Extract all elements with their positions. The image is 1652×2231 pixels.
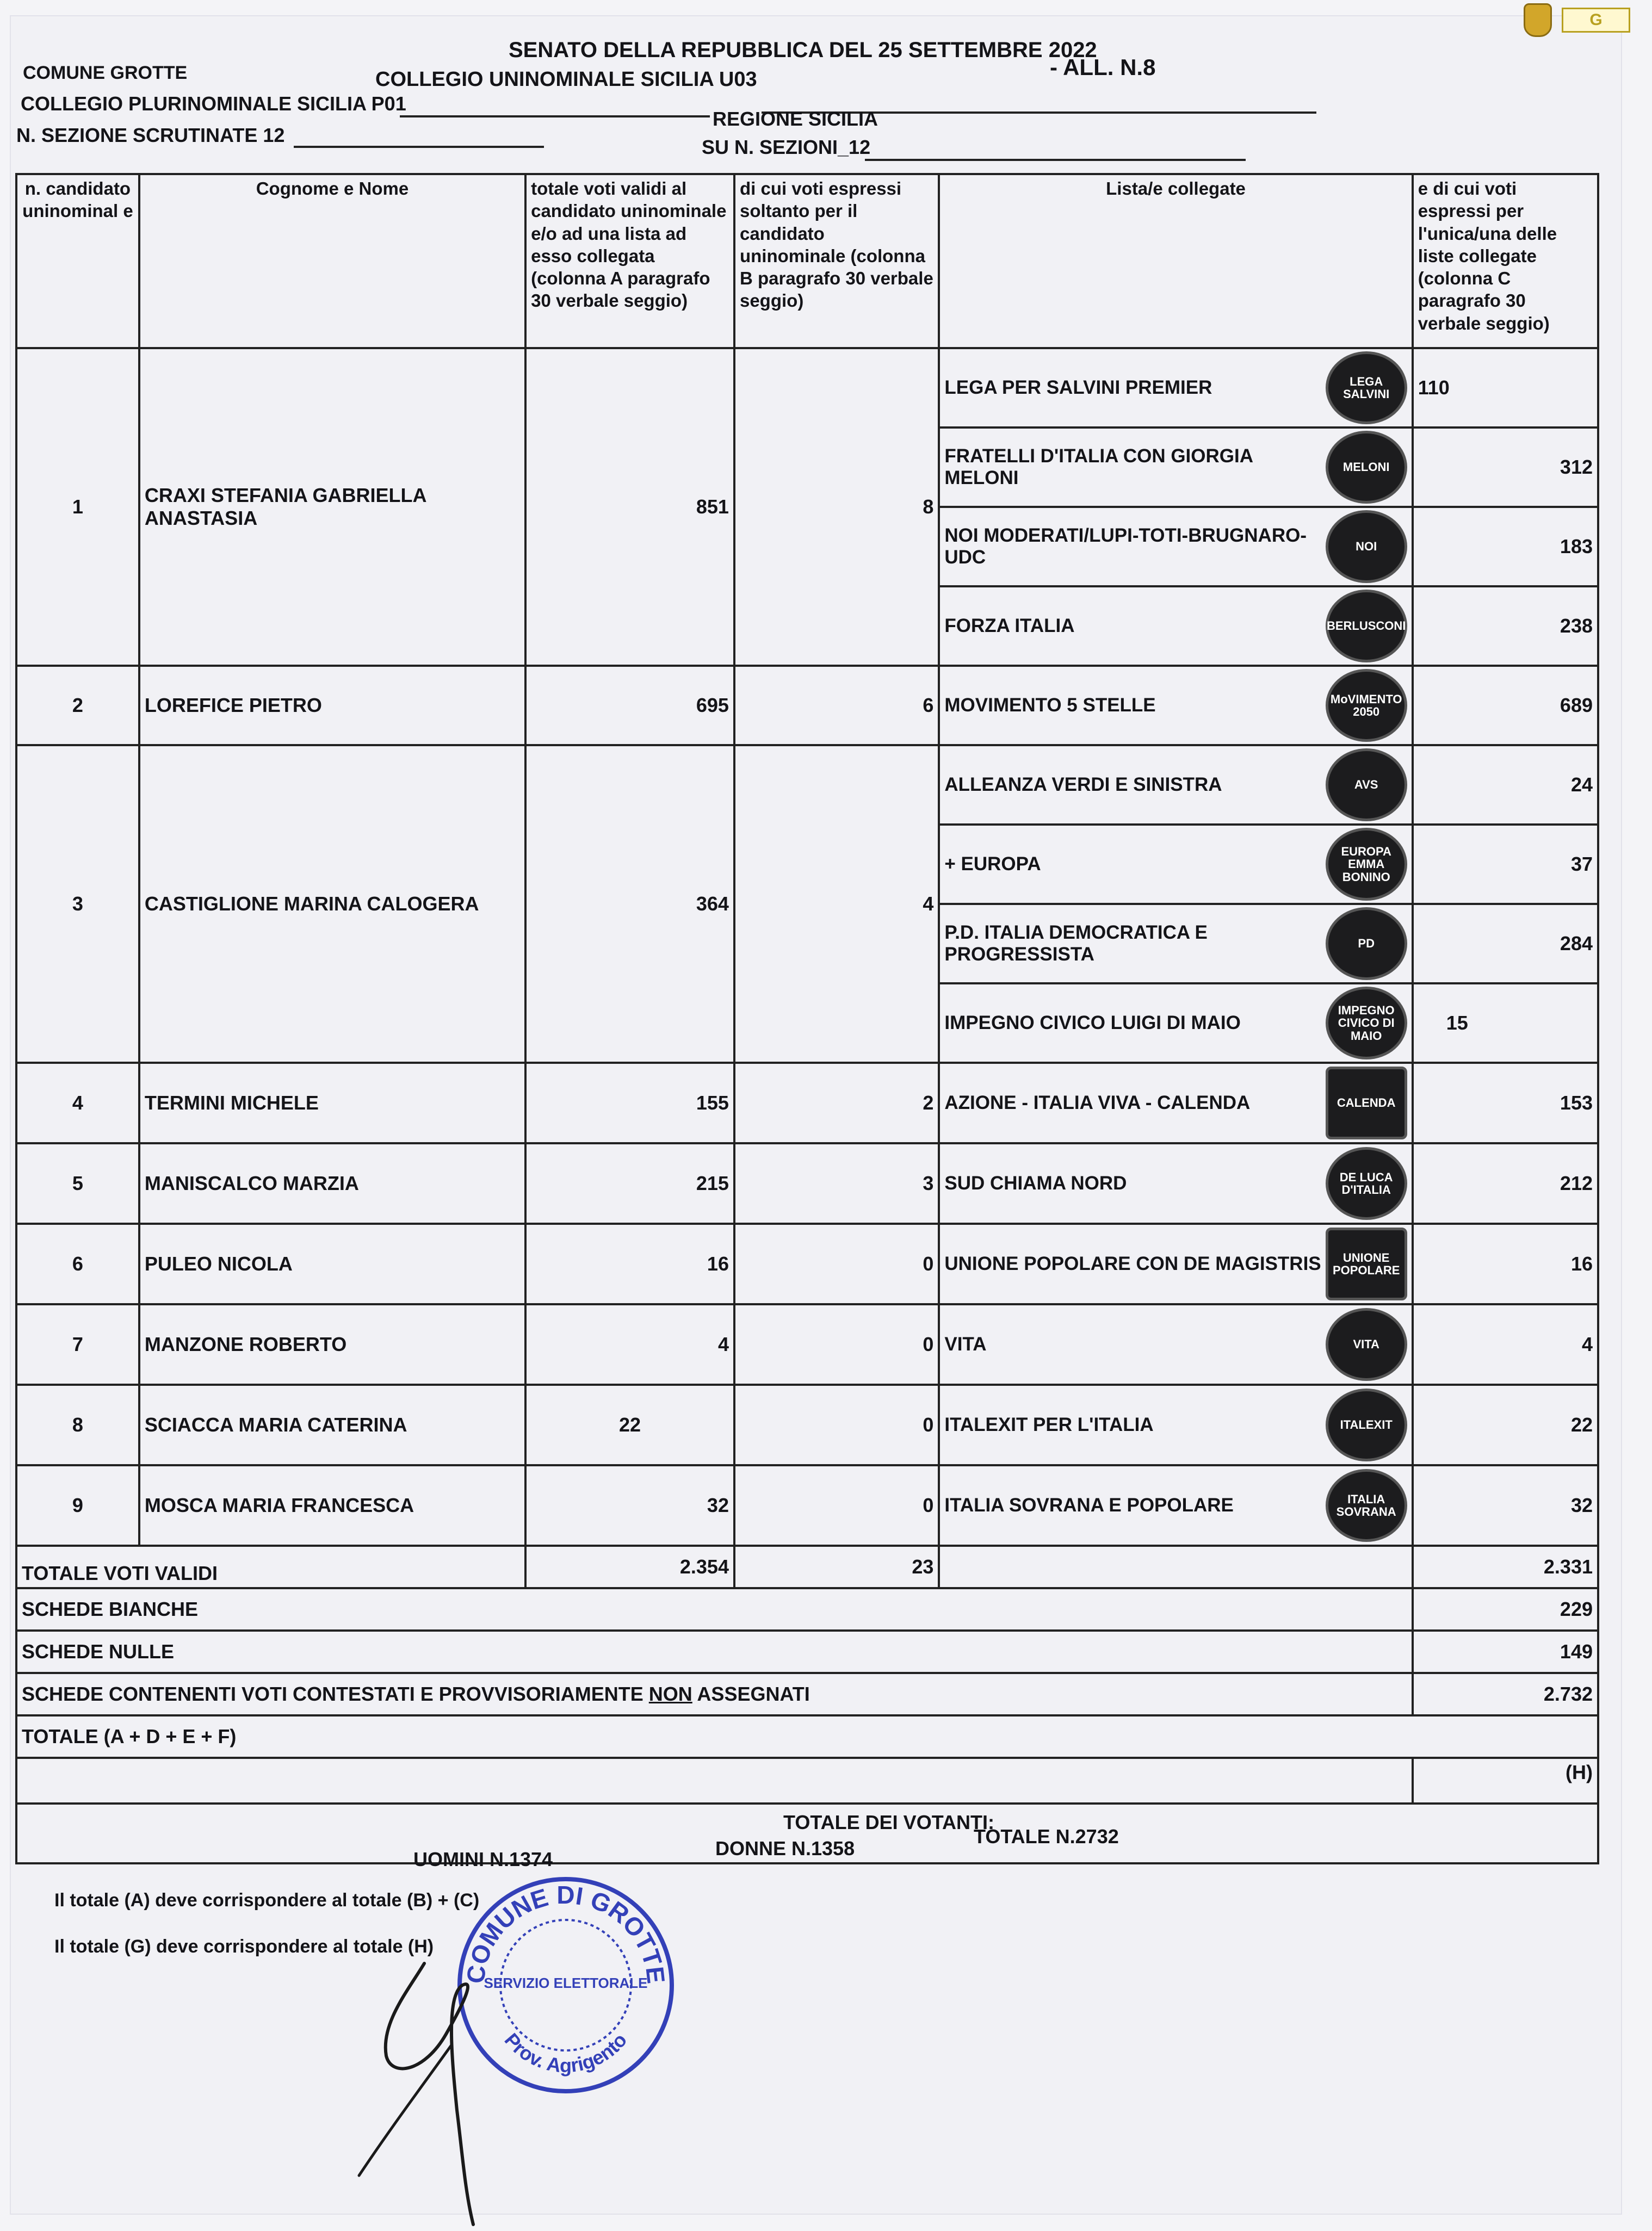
totale-validi-c: 2.331 — [1413, 1546, 1598, 1588]
candidate-solo: 0 — [734, 1385, 939, 1465]
candidate-number: 8 — [16, 1385, 139, 1465]
unione-popolare-logo-icon: UNIONE POPOLARE — [1326, 1228, 1407, 1300]
table-row — [16, 666, 1598, 745]
list-name: FRATELLI D'ITALIA CON GIORGIA MELONI — [944, 445, 1253, 488]
list-name: + EUROPA — [944, 853, 1041, 875]
g-logo-icon: G — [1562, 8, 1630, 33]
calenda-logo-icon: CALENDA — [1326, 1067, 1407, 1139]
note-g: Il totale (G) deve corrispondere al totale (H) — [54, 1936, 434, 1957]
italexit-logo-icon: ITALEXIT — [1326, 1389, 1407, 1461]
list-votes: 212 — [1413, 1143, 1598, 1224]
list-votes: 4 — [1413, 1304, 1598, 1385]
allegato-number: - ALL. N.8 — [1050, 54, 1156, 80]
candidate-totale: 16 — [525, 1224, 734, 1304]
list-name: NOI MODERATI/LUPI-TOTI-BRUGNARO-UDC — [944, 525, 1307, 568]
underline — [400, 115, 710, 117]
underline — [865, 159, 1246, 161]
underline — [294, 146, 544, 148]
table-row — [16, 348, 1598, 427]
candidate-number: 5 — [16, 1143, 139, 1224]
totale-votanti-label: TOTALE DEI VOTANTI: — [783, 1811, 994, 1833]
lega-logo-icon: LEGA SALVINI — [1326, 351, 1407, 424]
schede-bianche-value: 229 — [1413, 1588, 1598, 1631]
candidate-name: LOREFICE PIETRO — [139, 666, 525, 745]
table-row — [16, 1143, 1598, 1224]
candidate-number: 4 — [16, 1063, 139, 1143]
list-name: LEGA PER SALVINI PREMIER — [944, 377, 1212, 398]
empty-cell — [16, 1758, 1413, 1804]
results-table — [15, 173, 1599, 1864]
h-row — [16, 1758, 1598, 1804]
table-row — [16, 1063, 1598, 1143]
list-votes: 16 — [1413, 1224, 1598, 1304]
list-votes: 37 — [1413, 825, 1598, 904]
candidate-name: CASTIGLIONE MARINA CALOGERA — [139, 745, 525, 1063]
list-name: ITALIA SOVRANA E POPOLARE — [944, 1495, 1234, 1516]
noi-moderati-logo-icon: NOI — [1326, 510, 1407, 583]
list-name: FORZA ITALIA — [944, 615, 1075, 636]
candidate-solo: 4 — [734, 745, 939, 1063]
candidate-solo: 0 — [734, 1224, 939, 1304]
schede-bianche-row — [16, 1588, 1598, 1631]
list-name: ALLEANZA VERDI E SINISTRA — [944, 774, 1222, 795]
col-header-voti-lista: e di cui voti espressi per l'unica/una delle liste collegate (colonna C paragrafo 30 verbale seggio) — [1413, 174, 1598, 348]
schede-nulle-value: 149 — [1413, 1631, 1598, 1673]
forza-italia-logo-icon: BERLUSCONI — [1326, 590, 1407, 662]
collegio-plurinominale: COLLEGIO PLURINOMINALE SICILIA P01 — [21, 92, 406, 115]
sezioni-scrutinate: N. SEZIONE SCRUTINATE 12 — [16, 124, 285, 146]
candidate-number: 1 — [16, 348, 139, 666]
candidate-number: 3 — [16, 745, 139, 1063]
uomini-count: UOMINI N.1374 — [413, 1848, 553, 1870]
list-votes: 689 — [1413, 666, 1598, 745]
schede-contestati-value: 2.732 — [1413, 1673, 1598, 1715]
impegno-civico-logo-icon: IMPEGNO CIVICO DI MAIO — [1326, 987, 1407, 1059]
col-header-name: Cognome e Nome — [139, 174, 525, 348]
table-row — [16, 745, 1598, 825]
svg-text:Prov. Agrigento: Prov. Agrigento — [500, 2029, 632, 2077]
candidate-totale: 364 — [525, 745, 734, 1063]
schede-nulle-row — [16, 1631, 1598, 1673]
svg-text:SERVIZIO ELETTORALE: SERVIZIO ELETTORALE — [484, 1975, 648, 1991]
schede-bianche-label: SCHEDE BIANCHE — [16, 1588, 1413, 1631]
corner-logo — [1524, 3, 1630, 37]
schede-contestati-row — [16, 1673, 1598, 1715]
list-votes: 24 — [1413, 745, 1598, 825]
totale-label: TOTALE (A + D + E + F) — [16, 1715, 1598, 1758]
candidate-name: MANZONE ROBERTO — [139, 1304, 525, 1385]
signature — [348, 1947, 577, 2230]
list-name: ITALEXIT PER L'ITALIA — [944, 1414, 1154, 1435]
totale-voti-validi-row — [16, 1546, 1598, 1588]
pd-logo-icon: PD — [1326, 907, 1407, 980]
col-header-number: n. candidato uninominal e — [16, 174, 139, 348]
candidate-totale: 22 — [525, 1385, 734, 1465]
m5s-logo-icon: MoVIMENTO 2050 — [1326, 669, 1407, 742]
table-header-row — [16, 174, 1598, 348]
collegio-uninominale: COLLEGIO UNINOMINALE SICILIA U03 — [375, 68, 757, 91]
list-name: MOVIMENTO 5 STELLE — [944, 695, 1156, 716]
candidate-solo: 0 — [734, 1465, 939, 1546]
candidate-totale: 155 — [525, 1063, 734, 1143]
list-votes: 22 — [1413, 1385, 1598, 1465]
candidate-solo: 8 — [734, 348, 939, 666]
donne-count: DONNE N.1358 — [715, 1837, 855, 1860]
candidate-name: SCIACCA MARIA CATERINA — [139, 1385, 525, 1465]
totale-count: TOTALE N.2732 — [974, 1825, 1119, 1848]
note-a: Il totale (A) deve corrispondere al totale (B) + (C) — [54, 1890, 480, 1911]
candidate-name: MOSCA MARIA FRANCESCA — [139, 1465, 525, 1546]
piu-europa-logo-icon: EUROPA EMMA BONINO — [1326, 828, 1407, 901]
candidate-solo: 6 — [734, 666, 939, 745]
list-votes: 238 — [1413, 586, 1598, 666]
totale-validi-a: 2.354 — [525, 1546, 734, 1588]
totale-validi-label: TOTALE VOTI VALIDI — [16, 1546, 525, 1588]
regione-label: REGIONE SICILIA — [713, 108, 878, 130]
candidate-number: 7 — [16, 1304, 139, 1385]
candidate-totale: 32 — [525, 1465, 734, 1546]
candidate-totale: 4 — [525, 1304, 734, 1385]
su-sezioni: SU N. SEZIONI_12 — [702, 136, 871, 158]
candidate-solo: 0 — [734, 1304, 939, 1385]
list-name: SUD CHIAMA NORD — [944, 1173, 1127, 1194]
vita-logo-icon: VITA — [1326, 1308, 1407, 1381]
schede-contestati-label: SCHEDE CONTENENTI VOTI CONTESTATI E PROVVISORIAMENTE NON ASSEGNATI — [16, 1673, 1413, 1715]
table-row — [16, 1304, 1598, 1385]
list-name: P.D. ITALIA DEMOCRATICA E PROGRESSISTA — [944, 922, 1208, 965]
list-votes: 32 — [1413, 1465, 1598, 1546]
list-votes: 284 — [1413, 904, 1598, 983]
table-row — [16, 1465, 1598, 1546]
list-votes: 15 — [1413, 983, 1598, 1063]
candidate-totale: 695 — [525, 666, 734, 745]
col-header-liste: Lista/e collegate — [939, 174, 1412, 348]
col-header-solo: di cui voti espressi soltanto per il candidato uninominale (colonna B paragrafo 30 verbale seggio) — [734, 174, 939, 348]
comune-label: COMUNE GROTTE — [23, 63, 188, 83]
candidate-solo: 2 — [734, 1063, 939, 1143]
h-marker: (H) — [1413, 1758, 1598, 1804]
avs-logo-icon: AVS — [1326, 748, 1407, 821]
crest-icon — [1524, 3, 1552, 37]
list-name: UNIONE POPOLARE CON DE MAGISTRIS — [944, 1253, 1321, 1274]
candidate-number: 9 — [16, 1465, 139, 1546]
italia-sovrana-logo-icon: ITALIA SOVRANA — [1326, 1469, 1407, 1542]
candidate-name: CRAXI STEFANIA GABRIELLA ANASTASIA — [139, 348, 525, 666]
table-row — [16, 1224, 1598, 1304]
candidate-number: 6 — [16, 1224, 139, 1304]
document-title: SENATO DELLA REPUBBLICA DEL 25 SETTEMBRE 2022 — [509, 38, 1097, 62]
list-name: VITA — [944, 1334, 987, 1355]
candidate-name: PULEO NICOLA — [139, 1224, 525, 1304]
schede-nulle-label: SCHEDE NULLE — [16, 1631, 1413, 1673]
list-votes: 312 — [1413, 427, 1598, 507]
totale-validi-b: 23 — [734, 1546, 939, 1588]
candidate-name: TERMINI MICHELE — [139, 1063, 525, 1143]
fdi-logo-icon: MELONI — [1326, 431, 1407, 504]
candidate-totale: 851 — [525, 348, 734, 666]
table-row — [16, 1385, 1598, 1465]
list-votes: 110 — [1413, 348, 1598, 427]
candidate-name: MANISCALCO MARZIA — [139, 1143, 525, 1224]
list-votes: 153 — [1413, 1063, 1598, 1143]
svg-text:COMUNE DI GROTTE: COMUNE DI GROTTE — [461, 1880, 671, 1985]
totale-row — [16, 1715, 1598, 1758]
list-name: AZIONE - ITALIA VIVA - CALENDA — [944, 1092, 1251, 1113]
sud-chiama-nord-logo-icon: DE LUCA D'ITALIA — [1326, 1147, 1407, 1220]
list-name: IMPEGNO CIVICO LUIGI DI MAIO — [944, 1012, 1241, 1033]
candidate-number: 2 — [16, 666, 139, 745]
col-header-totale: totale voti validi al candidato uninominale e/o ad una lista ad esso collegata (colonna A paragrafo 30 verbale seggio) — [525, 174, 734, 348]
empty-cell — [939, 1546, 1412, 1588]
list-votes: 183 — [1413, 507, 1598, 586]
candidate-totale: 215 — [525, 1143, 734, 1224]
candidate-solo: 3 — [734, 1143, 939, 1224]
